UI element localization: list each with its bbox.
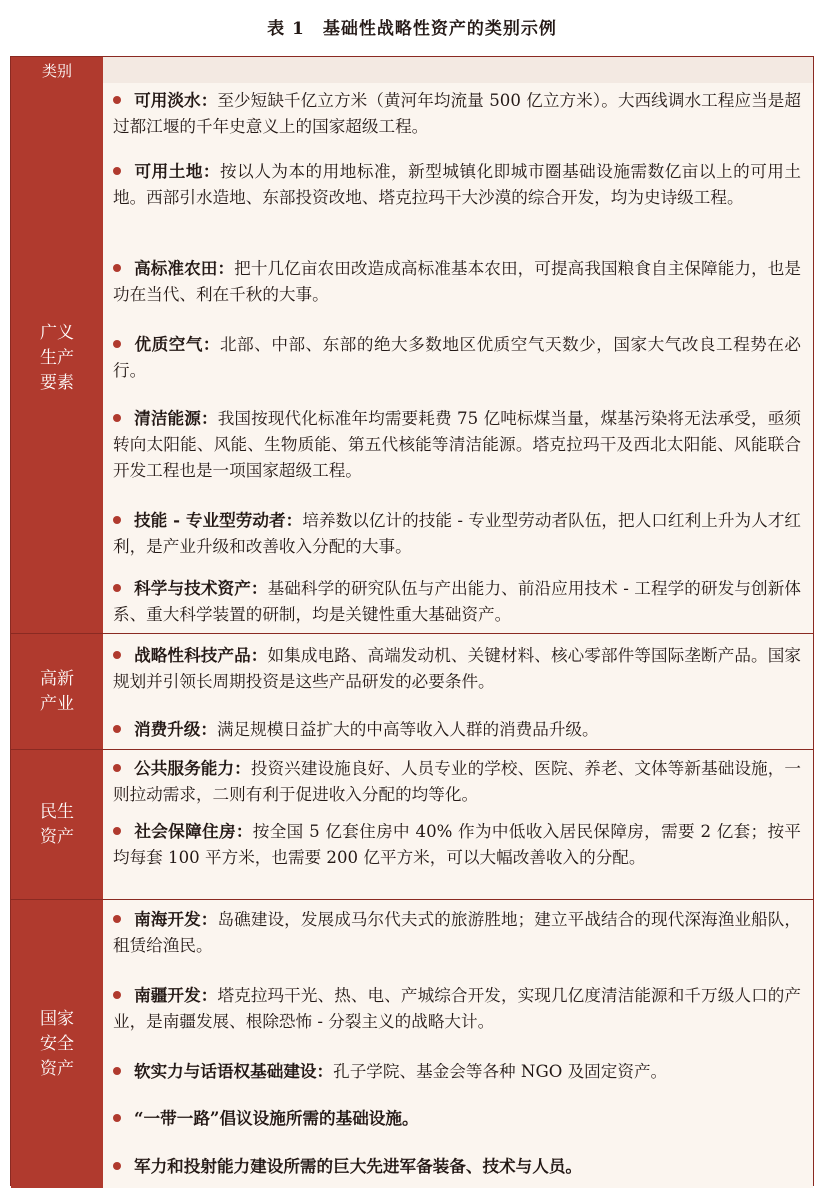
bullet-icon xyxy=(113,414,121,422)
list-item: 社会保障住房：按全国 5 亿套住房中 40% 作为中低收入居民保障房，需要 2 亿套；按平均每套 100 平方米，也需要 200 亿平方米，可以大幅改善收入的分配。 xyxy=(113,821,801,867)
bullet-icon xyxy=(113,1114,121,1122)
bullet-icon xyxy=(113,516,121,524)
list-item: 南海开发：岛礁建设，发展成马尔代夫式的旅游胜地；建立平战结合的现代深海渔业船队，租赁给渔民。 xyxy=(113,909,802,955)
asset-category-table xyxy=(10,56,814,1186)
bullet-icon xyxy=(113,340,121,348)
list-item: 清洁能源：我国按现代化标准年均需要耗费 75 亿吨标煤当量，煤基污染将无法承受，亟须转向太阳能、风能、生物质能、第五代核能等清洁能源。塔克拉玛干及西北太阳能、风能联合开发工程也是一项国家超级工程。 xyxy=(113,408,801,480)
category-column-header: 类别 xyxy=(11,57,103,83)
category-label: 高新 产业 xyxy=(11,634,103,750)
bullet-icon xyxy=(113,167,121,175)
bullet-icon xyxy=(113,725,121,733)
list-item: “一带一路”倡议设施所需的基础设施。 xyxy=(113,1105,801,1132)
section-livelihood-assets xyxy=(11,749,813,900)
list-item: 可用土地：按以人为本的用地标准，新型城镇化即城市圈基础设施需数亿亩以上的可用土地。西部引水造地、东部投资改地、塔克拉玛干大沙漠的综合开发，均为史诗级工程。 xyxy=(113,161,802,207)
list-item: 公共服务能力：投资兴建设施良好、人员专业的学校、医院、养老、文体等新基础设施，一则拉动需求，二则有利于促进收入分配的均等化。 xyxy=(113,758,802,804)
bullet-icon xyxy=(113,764,121,772)
category-label: 国家 安全 资产 xyxy=(11,900,103,1188)
list-item: 战略性科技产品：如集成电路、高端发动机、关键材料、核心零部件等国际垄断产品。国家规划并引领长周期投资是这些产品研发的必要条件。 xyxy=(113,645,802,691)
bullet-icon xyxy=(113,915,121,923)
bullet-icon xyxy=(113,264,121,272)
section-content xyxy=(103,900,813,1188)
section-production-factors xyxy=(11,83,813,633)
table-title: 表 1 基础性战略性资产的类别示例 xyxy=(267,19,557,39)
section-content xyxy=(103,634,813,750)
bullet-icon xyxy=(113,96,121,104)
list-item: 软实力与话语权基础建设：孔子学院、基金会等各种 NGO 及固定资产。 xyxy=(113,1058,801,1085)
category-label: 民生 资产 xyxy=(11,750,103,900)
section-content xyxy=(103,750,813,900)
list-item: 消费升级：满足规模日益扩大的中高等收入人群的消费品升级。 xyxy=(113,716,801,743)
category-label: 广义 生产 要素 xyxy=(11,83,103,633)
list-item: 高标准农田：把十几亿亩农田改造成高标准基本农田，可提高我国粮食自主保障能力，也是功在当代、利在千秋的大事。 xyxy=(113,258,802,304)
content-column-header xyxy=(103,57,813,83)
section-high-tech-industry xyxy=(11,633,813,750)
section-content xyxy=(103,83,813,633)
bullet-icon xyxy=(113,991,121,999)
bullet-icon xyxy=(113,1067,121,1075)
bullet-icon xyxy=(113,827,121,835)
bullet-icon xyxy=(113,584,121,592)
list-item: 技能 - 专业型劳动者：培养数以亿计的技能 - 专业型劳动者队伍，把人口红利上升为人才红利，是产业升级和改善收入分配的大事。 xyxy=(113,510,801,556)
list-item: 可用淡水：至少短缺千亿立方米（黄河年均流量 500 亿立方米）。大西线调水工程应当是超过都江堰的千年史意义上的国家超级工程。 xyxy=(113,90,802,136)
list-item: 军力和投射能力建设所需的巨大先进军备装备、技术与人员。 xyxy=(113,1153,801,1180)
list-item: 优质空气：北部、中部、东部的绝大多数地区优质空气天数少，国家大气改良工程势在必行。 xyxy=(113,334,802,380)
bullet-icon xyxy=(113,651,121,659)
bullet-icon xyxy=(113,1162,121,1170)
list-item: 科学与技术资产：基础科学的研究队伍与产出能力、前沿应用技术 - 工程学的研发与创新体系、重大科学装置的研制，均是关键性重大基础资产。 xyxy=(113,578,802,624)
section-national-security-assets xyxy=(11,899,813,1188)
list-item: 南疆开发：塔克拉玛干光、热、电、产城综合开发，实现几亿度清洁能源和千万级人口的产业，是南疆发展、根除恐怖 - 分裂主义的战略大计。 xyxy=(113,985,802,1031)
